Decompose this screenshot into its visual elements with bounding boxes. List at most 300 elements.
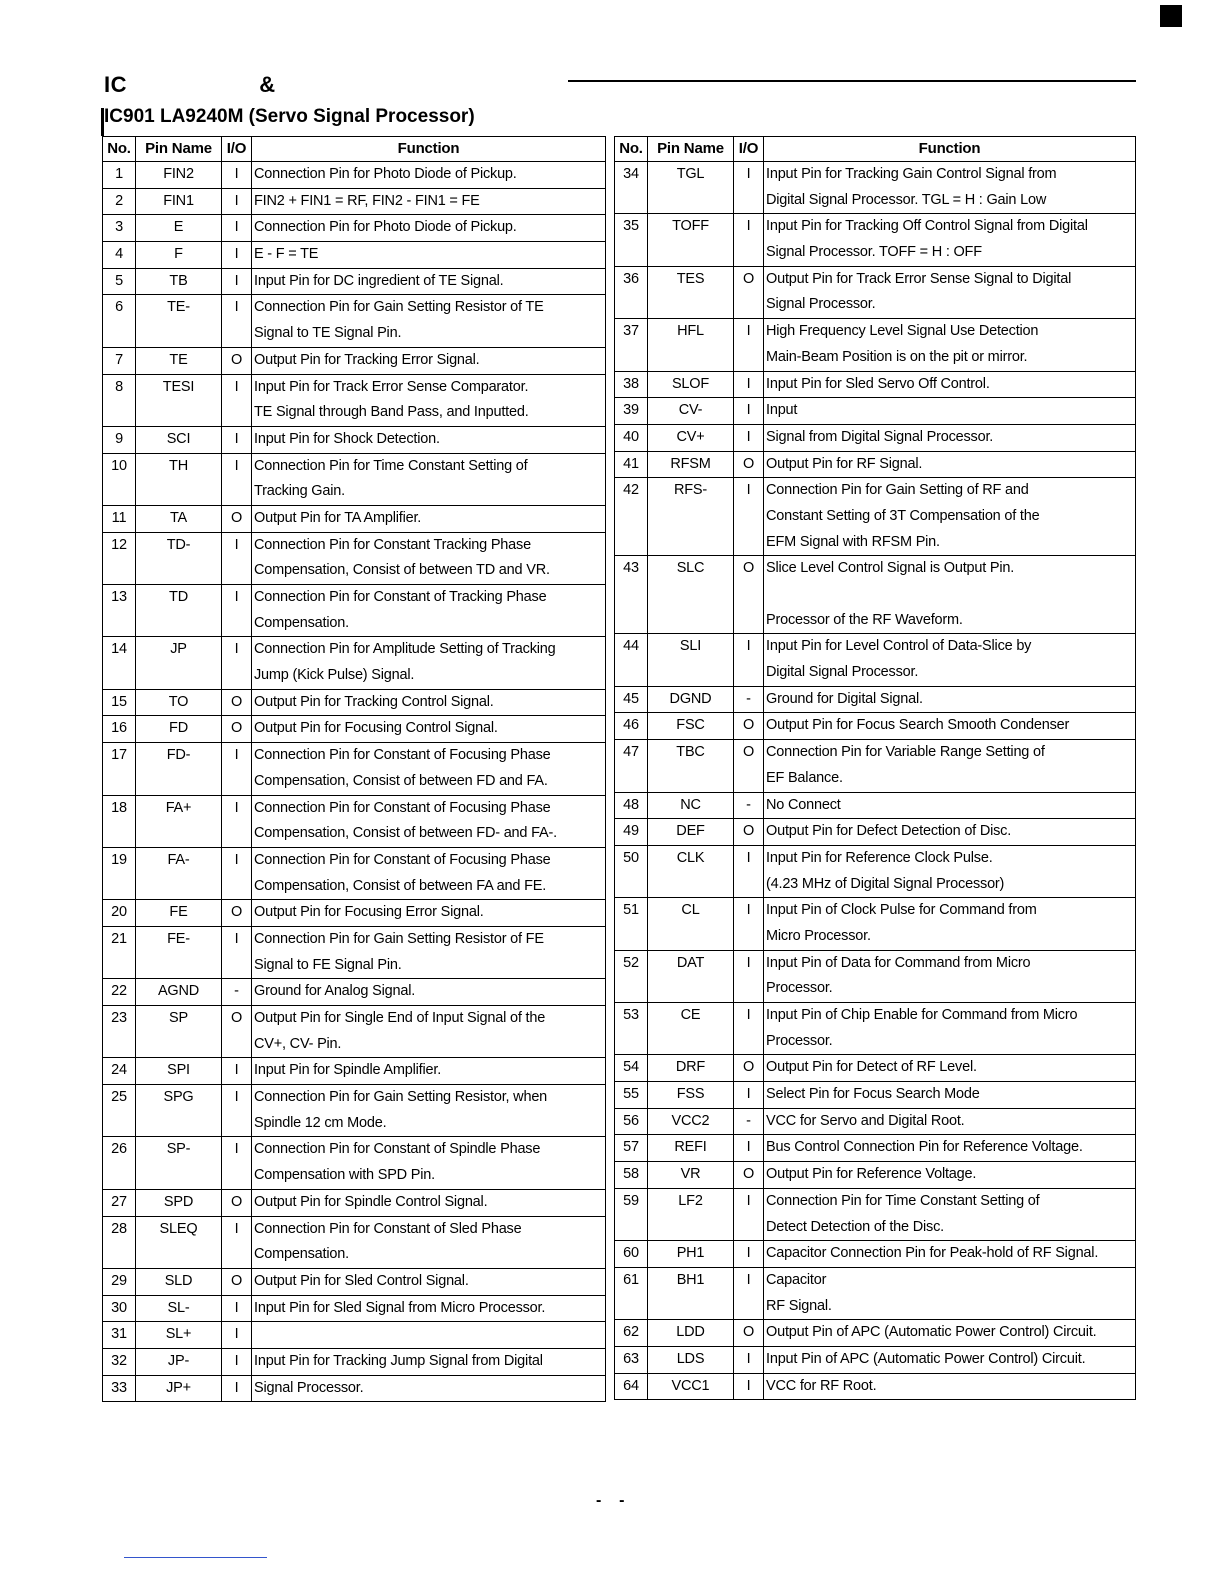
pin-function-line: Connection Pin for Gain Setting Resistor of TE: [254, 299, 544, 316]
col-function-header: Function: [252, 137, 606, 162]
pin-function: [764, 845, 1136, 897]
pin-function: [764, 424, 1136, 451]
pin-function: [764, 1241, 1136, 1268]
pin-function-line: Input Pin for Spindle Amplifier.: [254, 1062, 442, 1079]
pin-function-line: High Frequency Level Signal Use Detection: [766, 323, 1039, 340]
pin-io: I: [734, 1241, 764, 1268]
pin-function-line: EFM Signal with RFSM Pin.: [766, 533, 940, 550]
pin-function-line: Connection Pin for Photo Diode of Pickup.: [254, 219, 517, 236]
pin-function-line: Ground for Digital Signal.: [766, 690, 923, 707]
pin-function-line: Connection Pin for Constant of Sled Phase: [254, 1220, 522, 1237]
table-row: [103, 1058, 606, 1085]
pin-name: SPG: [136, 1085, 222, 1137]
pin-name: SL+: [136, 1322, 222, 1349]
table-row: [615, 1320, 1136, 1347]
table-row: [103, 215, 606, 242]
pin-function: [252, 374, 606, 426]
table-row: [103, 453, 606, 505]
pin-io: O: [734, 556, 764, 634]
pin-function: [764, 1135, 1136, 1162]
pin-io: O: [734, 266, 764, 318]
pin-number: 3: [103, 215, 136, 242]
pin-name: CE: [648, 1003, 734, 1055]
table-row: [103, 1137, 606, 1189]
pin-function-line: Processor.: [766, 1032, 833, 1049]
pin-function: [252, 215, 606, 242]
pin-number: 59: [615, 1188, 648, 1240]
pin-function-line: Output Pin for Tracking Control Signal.: [254, 693, 494, 710]
table-row: [615, 1108, 1136, 1135]
pin-function-line: Connection Pin for Gain Setting Resistor, when: [254, 1089, 548, 1106]
table-row: [103, 162, 606, 189]
pin-function: [252, 505, 606, 532]
pin-function: [252, 795, 606, 847]
pin-function: [764, 214, 1136, 266]
pin-name: FD-: [136, 743, 222, 795]
pin-function-line: Input Pin for DC ingredient of TE Signal.: [254, 272, 504, 289]
pin-name: SLOF: [648, 371, 734, 398]
pin-function: [764, 792, 1136, 819]
pin-number: 4: [103, 242, 136, 269]
pin-function-line: Connection Pin for Photo Diode of Pickup.: [254, 166, 517, 182]
pin-name: VR: [648, 1162, 734, 1189]
pin-function-line: Connection Pin for Constant of Focusing Phase: [254, 851, 551, 868]
pin-number: 19: [103, 847, 136, 899]
pin-number: 40: [615, 424, 648, 451]
pin-io: I: [222, 585, 252, 637]
pin-name: FIN2: [136, 162, 222, 189]
pin-function-line: Output Pin for Spindle Control Signal.: [254, 1193, 488, 1210]
pin-name: FE-: [136, 926, 222, 978]
pin-io: I: [734, 950, 764, 1002]
pin-io: I: [734, 1188, 764, 1240]
pin-function-line: Output Pin for Detect of RF Level.: [766, 1059, 977, 1076]
pin-name: FA+: [136, 795, 222, 847]
pin-function-line: Input Pin of Chip Enable for Command from Micro: [766, 1007, 1078, 1023]
pin-number: 22: [103, 979, 136, 1006]
pin-function-line: Capacitor Connection Pin for Peak-hold of RF Signal.: [766, 1245, 1099, 1262]
pin-name: F: [136, 242, 222, 269]
table-row: [615, 1055, 1136, 1082]
table-row: [103, 188, 606, 215]
pin-function: [764, 634, 1136, 686]
pin-function: [764, 1055, 1136, 1082]
pin-function-line: Output Pin for Defect Detection of Disc.: [766, 823, 1012, 840]
table-row: [615, 1135, 1136, 1162]
pin-function: [252, 426, 606, 453]
pin-io: I: [222, 926, 252, 978]
pin-function-line: Output Pin of APC (Automatic Power Control) Circuit.: [766, 1324, 1097, 1341]
table-row: [615, 819, 1136, 846]
pin-function: [764, 1108, 1136, 1135]
pin-io: I: [734, 371, 764, 398]
pin-function-line: Processor of the RF Waveform.: [766, 611, 963, 628]
pin-name: JP-: [136, 1348, 222, 1375]
pin-function-line: Connection Pin for Amplitude Setting of Tracking: [254, 641, 556, 658]
pin-io: I: [222, 1348, 252, 1375]
table-row: [103, 347, 606, 374]
table-row: [103, 1268, 606, 1295]
pin-name: DEF: [648, 819, 734, 846]
pin-io: I: [222, 847, 252, 899]
pin-number: 56: [615, 1108, 648, 1135]
pin-number: 25: [103, 1085, 136, 1137]
pin-number: 33: [103, 1375, 136, 1402]
table-row: [103, 532, 606, 584]
pin-function-line: Input Pin for Reference Clock Pulse.: [766, 849, 993, 866]
pin-function-line: Connection Pin for Constant of Tracking Phase: [254, 589, 547, 605]
pin-io: I: [222, 1375, 252, 1402]
pin-function-line: Jump (Kick Pulse) Signal.: [254, 667, 415, 684]
pin-name: LF2: [648, 1188, 734, 1240]
pin-function: [252, 743, 606, 795]
pin-io: -: [734, 1108, 764, 1135]
pin-function-line: (4.23 MHz of Digital Signal Processor): [766, 875, 1005, 892]
col-function-header: Function: [764, 137, 1136, 162]
pin-function: [764, 1320, 1136, 1347]
pin-function-line: Constant Setting of 3T Compensation of the: [766, 507, 1040, 524]
pin-function-line: Output Pin for Reference Voltage.: [766, 1166, 977, 1183]
pin-function: [252, 1322, 606, 1349]
pin-function-line: [254, 1322, 602, 1348]
pin-function: [252, 295, 606, 347]
pin-number: 57: [615, 1135, 648, 1162]
pin-function-line: Input Pin for Tracking Off Control Signal from Digital: [766, 218, 1088, 235]
pin-number: 30: [103, 1295, 136, 1322]
pin-name: TOFF: [648, 214, 734, 266]
pin-io: I: [734, 1346, 764, 1373]
table-row: [103, 295, 606, 347]
pin-number: 34: [615, 162, 648, 214]
pin-io: O: [222, 1268, 252, 1295]
table-row: [615, 1373, 1136, 1400]
pin-function-line: Signal Processor.: [254, 1379, 364, 1396]
pin-function: [764, 162, 1136, 214]
pin-name: SCI: [136, 426, 222, 453]
col-pin-name-header: Pin Name: [648, 137, 734, 162]
pin-function-line: E - F = TE: [254, 246, 319, 263]
table-row: [615, 740, 1136, 792]
pin-number: 18: [103, 795, 136, 847]
pin-number: 12: [103, 532, 136, 584]
pin-function: [252, 268, 606, 295]
pin-number: 54: [615, 1055, 648, 1082]
pin-function: [764, 713, 1136, 740]
table-row: [615, 845, 1136, 897]
pin-function-line: Connection Pin for Constant of Spindle Phase: [254, 1141, 541, 1158]
pin-name: TBC: [648, 740, 734, 792]
pin-name: TD-: [136, 532, 222, 584]
pin-name: BH1: [648, 1267, 734, 1319]
pin-function: [252, 926, 606, 978]
pin-io: O: [222, 505, 252, 532]
pin-io: O: [222, 1189, 252, 1216]
pin-name: SLC: [648, 556, 734, 634]
pin-number: 52: [615, 950, 648, 1002]
table-row: [615, 398, 1136, 425]
pin-function-line: Signal to FE Signal Pin.: [254, 956, 402, 973]
pin-function-line: Signal to TE Signal Pin.: [254, 325, 402, 342]
pin-function-line: Compensation, Consist of between FA and FE.: [254, 877, 547, 894]
pin-name: SP: [136, 1006, 222, 1058]
pin-function-line: Input Pin for Track Error Sense Comparator.: [254, 378, 529, 395]
pin-io: O: [222, 689, 252, 716]
pin-io: -: [734, 792, 764, 819]
pin-function: [764, 451, 1136, 478]
pin-io: O: [734, 713, 764, 740]
pin-function-line: Compensation with SPD Pin.: [254, 1167, 435, 1184]
pin-name: NC: [648, 792, 734, 819]
col-io-header: I/O: [734, 137, 764, 162]
pin-function-line: Output Pin for Sled Control Signal.: [254, 1272, 469, 1289]
pin-io: I: [734, 898, 764, 950]
pin-function: [764, 319, 1136, 371]
pin-io: I: [734, 162, 764, 214]
pin-number: 15: [103, 689, 136, 716]
pin-function-line: Select Pin for Focus Search Mode: [766, 1086, 980, 1103]
pin-io: I: [734, 1003, 764, 1055]
pin-number: 21: [103, 926, 136, 978]
col-no-header: No.: [103, 137, 136, 162]
pin-number: 20: [103, 900, 136, 927]
pin-function-line: Signal Processor.: [766, 296, 876, 313]
pin-function: [252, 689, 606, 716]
pin-function: [252, 979, 606, 1006]
pin-function: [764, 266, 1136, 318]
pin-io: O: [222, 900, 252, 927]
pin-io: I: [222, 743, 252, 795]
pin-io: I: [222, 1322, 252, 1349]
table-row: [615, 478, 1136, 556]
pin-io: I: [222, 532, 252, 584]
pin-number: 58: [615, 1162, 648, 1189]
pin-function-line: Output Pin for Focusing Control Signal.: [254, 720, 498, 737]
pin-function: [252, 847, 606, 899]
table-row: [615, 713, 1136, 740]
pin-function-line: Input Pin for Sled Signal from Micro Processor.: [254, 1299, 546, 1316]
pin-name: TD: [136, 585, 222, 637]
table-row: [615, 1003, 1136, 1055]
pin-io: I: [734, 319, 764, 371]
pin-number: 7: [103, 347, 136, 374]
pin-function: [764, 398, 1136, 425]
pin-function-line: Connection Pin for Gain Setting Resistor of FE: [254, 930, 544, 947]
table-row: [615, 1162, 1136, 1189]
table-row: [103, 1006, 606, 1058]
pin-function-line: Processor.: [766, 980, 833, 997]
pin-io: I: [222, 268, 252, 295]
pin-io: I: [222, 795, 252, 847]
pin-function: [252, 900, 606, 927]
pin-name: HFL: [648, 319, 734, 371]
col-no-header: No.: [615, 137, 648, 162]
pin-io: I: [222, 1137, 252, 1189]
pin-function-line: Signal from Digital Signal Processor.: [766, 428, 994, 445]
pin-function: [764, 556, 1136, 634]
table-row: [103, 268, 606, 295]
table-row: [615, 451, 1136, 478]
pin-name: DRF: [648, 1055, 734, 1082]
pin-function-line: Output Pin for Focus Search Smooth Condenser: [766, 717, 1070, 734]
pin-function-line: CV+, CV- Pin.: [254, 1035, 342, 1052]
pin-number: 28: [103, 1216, 136, 1268]
table-row: [615, 556, 1136, 634]
table-row: [103, 1375, 606, 1402]
table-row: [615, 1241, 1136, 1268]
pin-function: [252, 347, 606, 374]
pin-io: I: [222, 188, 252, 215]
table-row: [103, 1085, 606, 1137]
corner-marker: [1160, 5, 1182, 27]
pin-function-line: Compensation, Consist of between FD- and FA-.: [254, 825, 557, 842]
pin-number: 64: [615, 1373, 648, 1400]
table-row: [615, 634, 1136, 686]
pin-io: I: [734, 478, 764, 556]
pin-number: 39: [615, 398, 648, 425]
pin-io: I: [222, 374, 252, 426]
pin-name: PH1: [648, 1241, 734, 1268]
pin-name: RFSM: [648, 451, 734, 478]
pin-function-line: Output Pin for TA Amplifier.: [254, 509, 422, 526]
pin-function: [764, 740, 1136, 792]
table-row: [103, 979, 606, 1006]
pin-function-line: Connection Pin for Time Constant Setting of: [254, 457, 528, 474]
pin-number: 60: [615, 1241, 648, 1268]
pin-function: [252, 242, 606, 269]
pin-number: 26: [103, 1137, 136, 1189]
pin-function-line: Bus Control Connection Pin for Reference Voltage.: [766, 1139, 1083, 1156]
pin-io: I: [734, 424, 764, 451]
table-row: [615, 792, 1136, 819]
table-row: [615, 898, 1136, 950]
pin-function: [252, 453, 606, 505]
pin-io: I: [734, 1267, 764, 1319]
pin-io: I: [734, 398, 764, 425]
table-row: [103, 374, 606, 426]
pin-number: 62: [615, 1320, 648, 1347]
pin-name: DGND: [648, 686, 734, 713]
pin-function-line: RF Signal.: [766, 1297, 832, 1314]
pin-name: TE: [136, 347, 222, 374]
table-row: [103, 1189, 606, 1216]
header-rule: [568, 80, 1136, 82]
pin-function-line: Slice Level Control Signal is Output Pin.: [766, 560, 1015, 577]
pin-io: I: [222, 1085, 252, 1137]
pin-io: O: [734, 740, 764, 792]
pin-io: O: [734, 451, 764, 478]
pin-function: [252, 1268, 606, 1295]
pin-name: TA: [136, 505, 222, 532]
pin-name: LDS: [648, 1346, 734, 1373]
pin-name: VCC1: [648, 1373, 734, 1400]
pin-number: 2: [103, 188, 136, 215]
table-row: [615, 371, 1136, 398]
pin-function-line: Signal Processor. TOFF = H : OFF: [766, 244, 982, 261]
pin-function: [252, 1058, 606, 1085]
pin-name: RFS-: [648, 478, 734, 556]
pin-function: [252, 716, 606, 743]
pin-io: -: [222, 979, 252, 1006]
table-row: [615, 424, 1136, 451]
pin-number: 49: [615, 819, 648, 846]
pin-name: AGND: [136, 979, 222, 1006]
pin-io: I: [222, 1058, 252, 1085]
pin-function-line: Input Pin for Tracking Jump Signal from Digital: [254, 1352, 543, 1369]
pin-function: [764, 371, 1136, 398]
pin-number: 50: [615, 845, 648, 897]
pin-function-line: Input Pin for Tracking Gain Control Signal from: [766, 166, 1057, 182]
col-io-header: I/O: [222, 137, 252, 162]
pin-function: [764, 950, 1136, 1002]
pin-function-line: [766, 582, 1132, 608]
pin-function-line: Compensation, Consist of between TD and VR.: [254, 562, 550, 579]
pin-function: [252, 1375, 606, 1402]
pin-name: SLEQ: [136, 1216, 222, 1268]
pin-name: VCC2: [648, 1108, 734, 1135]
pin-number: 47: [615, 740, 648, 792]
pin-name: FD: [136, 716, 222, 743]
pin-name: JP+: [136, 1375, 222, 1402]
pin-name: E: [136, 215, 222, 242]
pin-number: 14: [103, 637, 136, 689]
pin-name: SLI: [648, 634, 734, 686]
pin-function: [252, 585, 606, 637]
pin-function-line: Connection Pin for Gain Setting of RF and: [766, 482, 1029, 499]
footer-page-marks: - -: [596, 1492, 625, 1509]
pin-number: 46: [615, 713, 648, 740]
table-row: [615, 1267, 1136, 1319]
pin-function: [252, 188, 606, 215]
pin-function: [252, 1295, 606, 1322]
pin-function-line: Micro Processor.: [766, 927, 871, 944]
pin-name: JP: [136, 637, 222, 689]
pin-number: 16: [103, 716, 136, 743]
pin-io: I: [734, 1373, 764, 1400]
pin-io: I: [734, 634, 764, 686]
pin-io: O: [734, 819, 764, 846]
footer-link-underline: [124, 1557, 267, 1558]
pin-function: [252, 1006, 606, 1058]
pin-function: [764, 686, 1136, 713]
pin-number: 17: [103, 743, 136, 795]
pin-io: I: [734, 845, 764, 897]
pin-number: 51: [615, 898, 648, 950]
pin-function-line: FIN2 + FIN1 = RF, FIN2 - FIN1 = FE: [254, 192, 480, 209]
pin-number: 42: [615, 478, 648, 556]
pin-number: 8: [103, 374, 136, 426]
table-row: [615, 162, 1136, 214]
pin-name: CV-: [648, 398, 734, 425]
pin-name: FE: [136, 900, 222, 927]
pin-function-line: VCC for Servo and Digital Root.: [766, 1112, 965, 1129]
pin-name: TH: [136, 453, 222, 505]
table-row: [103, 689, 606, 716]
pin-function-line: Connection Pin for Variable Range Setting of: [766, 744, 1045, 761]
pin-function: [764, 1003, 1136, 1055]
pin-function-line: Connection Pin for Constant Tracking Phase: [254, 536, 531, 553]
pin-name: FA-: [136, 847, 222, 899]
table-header-row: [615, 137, 1136, 162]
pin-name: TGL: [648, 162, 734, 214]
pin-function-line: Input: [766, 402, 798, 419]
table-row: [103, 426, 606, 453]
pin-number: 63: [615, 1346, 648, 1373]
page-header-title: IC &: [104, 72, 276, 97]
pin-number: 43: [615, 556, 648, 634]
pin-function-line: Digital Signal Processor. TGL = H : Gain Low: [766, 191, 1047, 208]
table-row: [103, 795, 606, 847]
pin-io: I: [734, 1082, 764, 1109]
